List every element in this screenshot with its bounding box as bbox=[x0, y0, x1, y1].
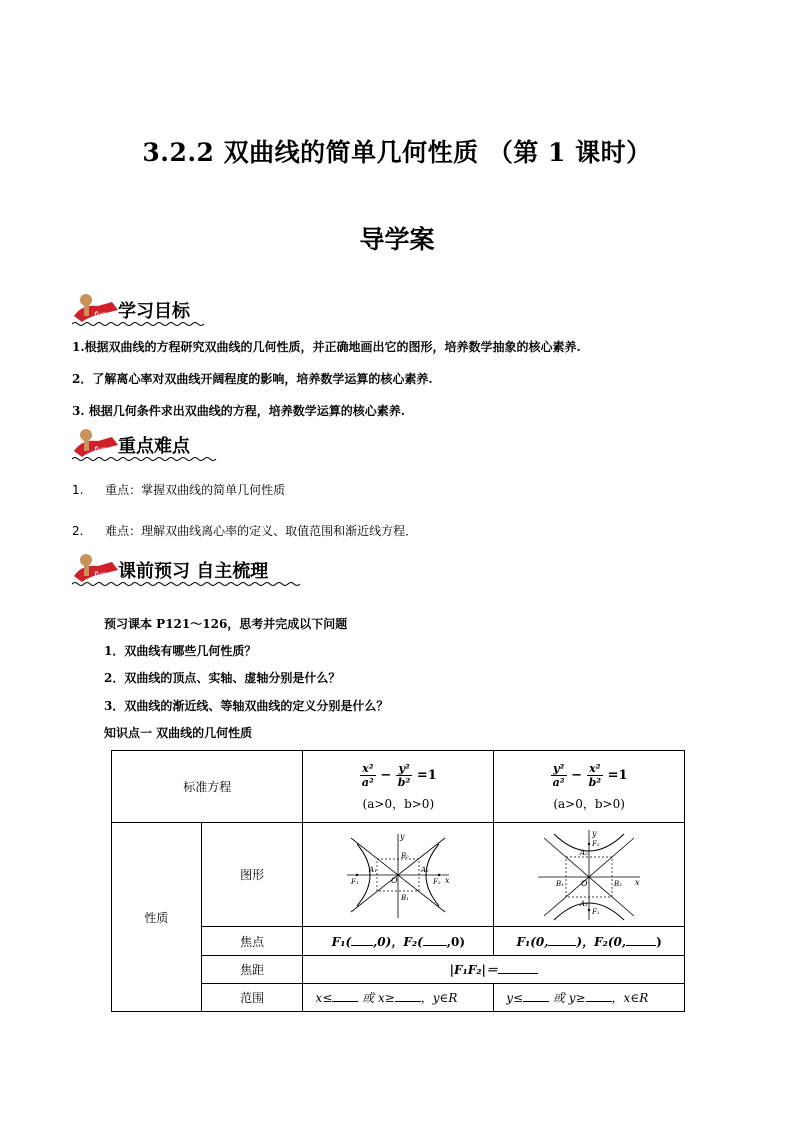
wavy-underline bbox=[72, 581, 304, 587]
std-eq-label: 标准方程 bbox=[112, 751, 303, 823]
axis-label: x bbox=[445, 875, 450, 885]
graph-horizontal-cell bbox=[303, 823, 494, 927]
fraction-denominator: b² bbox=[588, 775, 602, 789]
endpoint-label: B₁ bbox=[556, 879, 565, 888]
svg-text:fun: fun bbox=[94, 445, 107, 454]
range-text: 或 y≥ bbox=[552, 991, 586, 1005]
graph-vertical-cell bbox=[494, 823, 685, 927]
hyperbola-horizontal-graph bbox=[343, 830, 453, 920]
list-number: 1. bbox=[72, 483, 84, 497]
preview-question-2: 2．双曲线的顶点、实轴、虚轴分别是什么？ bbox=[104, 671, 341, 685]
origin-label: O bbox=[391, 875, 398, 885]
hyperbola-vertical-graph bbox=[534, 828, 644, 922]
focus-text: F₁( bbox=[331, 934, 352, 949]
graph-label: 图形 bbox=[201, 823, 303, 927]
range-text: x≤ bbox=[315, 991, 333, 1005]
origin-label: O bbox=[581, 878, 588, 888]
fraction-denominator: a² bbox=[361, 775, 374, 789]
endpoint-label: B₁ bbox=[401, 893, 410, 902]
focal-dist-label: 焦距 bbox=[201, 956, 303, 984]
fraction-numerator: y² bbox=[551, 762, 567, 776]
range-vertical bbox=[494, 984, 685, 1012]
vertex-label: A₁ bbox=[369, 865, 378, 874]
section-heading: 重点难点 bbox=[118, 436, 190, 457]
section-heading: 课前预习 自主梳理 bbox=[118, 561, 269, 582]
equation-condition: (a>0，b>0) bbox=[362, 796, 435, 811]
equation-horizontal: $\frac{\text{x²}}{\text{a²}}$ − $\frac{\text{y²}}{\text{b²}}$ =1 (a>0，b>0) bbox=[303, 751, 494, 823]
focal-dist-value bbox=[303, 956, 685, 984]
fraction-denominator: b² bbox=[397, 775, 411, 789]
table-row bbox=[112, 751, 685, 823]
focal-dist-text: |F₁F₂|＝ bbox=[449, 963, 498, 977]
equation-rhs: =1 bbox=[607, 767, 628, 783]
key-point-2 bbox=[72, 522, 417, 539]
focus-label-cell: 焦点 bbox=[201, 927, 303, 956]
fraction-numerator: x² bbox=[360, 762, 376, 776]
list-text: 重点：掌握双曲线的简单几何性质 bbox=[105, 483, 286, 497]
properties-table bbox=[111, 750, 685, 1012]
svg-text:fun: fun bbox=[94, 570, 107, 579]
list-number: 2. bbox=[72, 524, 84, 538]
focus-label: F₂ bbox=[433, 877, 442, 886]
focus-label: F₂ bbox=[592, 839, 600, 848]
focus-label: F₁ bbox=[351, 877, 360, 886]
endpoint-label: B₂ bbox=[401, 851, 410, 860]
equation-condition: (a>0，b>0) bbox=[553, 796, 625, 811]
key-point-1 bbox=[72, 481, 285, 498]
focus-vertical bbox=[494, 927, 685, 956]
wavy-underline bbox=[72, 321, 207, 327]
equation-rhs: =1 bbox=[416, 767, 437, 783]
properties-label: 性质 bbox=[112, 823, 202, 1012]
preview-intro: 预习课本 P121～126，思考并完成以下问题 bbox=[104, 617, 348, 631]
axis-label: x bbox=[635, 877, 640, 887]
equation-vertical: $\frac{\text{y²}}{\text{a²}}$ − $\frac{\text{x²}}{\text{b²}}$ =1 (a>0，b>0) bbox=[494, 751, 685, 823]
preview-question-1: 1．双曲线有哪些几何性质？ bbox=[104, 644, 257, 658]
focus-label: F₁ bbox=[592, 907, 600, 916]
page-title: 3.2.2 双曲线的简单几何性质 （第 1 课时） bbox=[142, 138, 652, 167]
knowledge-point-heading: 知识点一 双曲线的几何性质 bbox=[104, 726, 253, 740]
range-text: ，x∈R bbox=[611, 991, 649, 1005]
focus-text: ) bbox=[656, 934, 662, 949]
wavy-underline bbox=[72, 456, 217, 462]
section-heading: 学习目标 bbox=[118, 301, 190, 322]
goal-item-1: 1.根据双曲线的方程研究双曲线的几何性质，并正确地画出它的图形，培养数学抽象的核心素养. bbox=[72, 340, 581, 354]
page-subtitle: 导学案 bbox=[359, 225, 435, 254]
fraction-denominator: a² bbox=[552, 775, 565, 789]
fraction-numerator: x² bbox=[587, 762, 604, 776]
svg-text:fun: fun bbox=[94, 310, 107, 319]
focus-text: F₁(0, bbox=[516, 934, 549, 949]
preview-question-3: 3．双曲线的渐近线、等轴双曲线的定义分别是什么？ bbox=[104, 699, 389, 713]
vertex-label: A₂ bbox=[580, 848, 588, 857]
focus-text: ,0)，F₂( bbox=[373, 934, 423, 949]
focus-text: ,0) bbox=[446, 934, 466, 949]
table-row bbox=[112, 823, 685, 927]
fraction-numerator: y² bbox=[396, 762, 413, 776]
vertex-label: A₁ bbox=[580, 899, 588, 908]
focus-text: )，F₂(0, bbox=[576, 934, 627, 949]
range-text: y≤ bbox=[506, 991, 524, 1005]
goal-item-3: 3. 根据几何条件求出双曲线的方程，培养数学运算的核心素养. bbox=[72, 404, 405, 418]
axis-label: y bbox=[400, 831, 405, 841]
endpoint-label: B₂ bbox=[614, 879, 623, 888]
vertex-label: A₂ bbox=[421, 865, 430, 874]
range-text: 或 x≥ bbox=[362, 991, 395, 1005]
range-horizontal bbox=[303, 984, 494, 1012]
axis-label: y bbox=[592, 828, 597, 838]
list-text: 难点：理解双曲线离心率的定义、取值范围和渐近线方程． bbox=[105, 524, 418, 538]
focus-horizontal bbox=[303, 927, 494, 956]
range-text: ，y∈R bbox=[420, 991, 458, 1005]
goal-item-2: 2．了解离心率对双曲线开阔程度的影响，培养数学运算的核心素养. bbox=[72, 372, 433, 386]
range-label: 范围 bbox=[201, 984, 303, 1012]
